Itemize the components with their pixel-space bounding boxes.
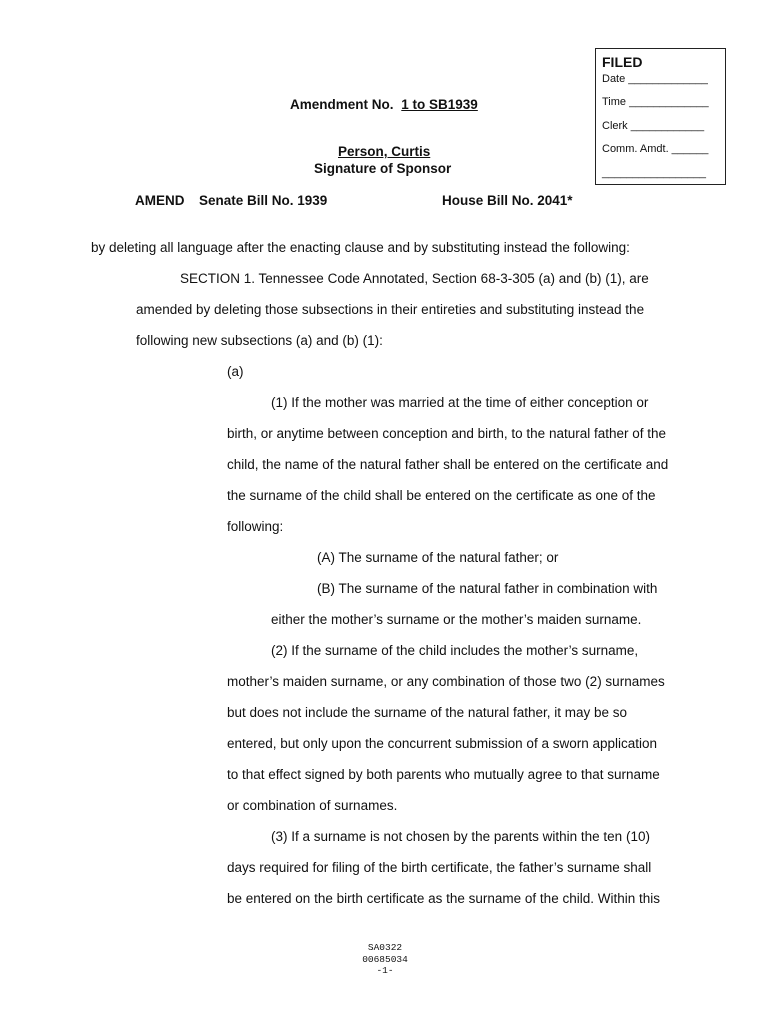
intro-line: by deleting all language after the enacting clause and by substituting instead the following: xyxy=(91,240,630,255)
body-line: mother’s maiden surname, or any combination of those two (2) surnames xyxy=(227,674,665,689)
body-line: the surname of the child shall be entered on the certificate as one of the xyxy=(227,488,656,503)
filed-comm-amdt-line: Comm. Amdt. ______ xyxy=(602,143,709,155)
paragraph-3-line: (3) If a surname is not chosen by the parents within the ten (10) xyxy=(271,829,650,844)
body-line: either the mother’s surname or the mother’s maiden surname. xyxy=(271,612,642,627)
sponsor-caption: Signature of Sponsor xyxy=(314,161,452,176)
house-bill-number: House Bill No. 2041* xyxy=(442,193,573,208)
filed-clerk-line: Clerk ____________ xyxy=(602,120,705,132)
section-1-line: SECTION 1. Tennessee Code Annotated, Section 68-3-305 (a) and (b) (1), are xyxy=(180,271,649,286)
body-line: amended by deleting those subsections in their entireties and substituting instead the xyxy=(136,302,645,317)
body-line: be entered on the birth certificate as the surname of the child. Within this xyxy=(227,891,660,906)
item-b-line: (B) The surname of the natural father in combination with xyxy=(317,581,658,596)
body-line: child, the name of the natural father shall be entered on the certificate and xyxy=(227,457,669,472)
sponsor-name: Person, Curtis xyxy=(338,144,431,159)
filed-title: FILED xyxy=(602,54,643,70)
senate-bill-number: Senate Bill No. 1939 xyxy=(199,193,328,208)
body-line: days required for filing of the birth certificate, the father’s surname shall xyxy=(227,860,652,875)
body-line: entered, but only upon the concurrent submission of a sworn application xyxy=(227,736,658,751)
amendment-number: 1 to SB1939 xyxy=(401,97,478,112)
body-line: but does not include the surname of the natural father, it may be so xyxy=(227,705,627,720)
paragraph-2-line: (2) If the surname of the child includes the mother’s surname, xyxy=(271,643,639,658)
footer-code: SA0322 xyxy=(367,942,403,953)
body-line: following: xyxy=(227,519,284,534)
body-line: to that effect signed by both parents who mutually agree to that surname xyxy=(227,767,660,782)
body-line: or combination of surnames. xyxy=(227,798,398,813)
footer-number: 00685034 xyxy=(362,953,408,965)
amend-label: AMEND xyxy=(135,193,185,208)
footer-page-number: -1- xyxy=(376,965,394,976)
filed-stamp-box xyxy=(595,48,726,185)
item-a-line: (A) The surname of the natural father; or xyxy=(317,550,559,565)
amendment-label: Amendment No. xyxy=(290,97,394,112)
body-line: following new subsections (a) and (b) (1): xyxy=(136,333,383,348)
body-line: birth, or anytime between conception and birth, to the natural father of the xyxy=(227,426,667,441)
page-footer xyxy=(335,942,435,977)
amendment-heading xyxy=(290,97,478,112)
filed-date-line: Date _____________ xyxy=(602,73,708,85)
filed-blank-line: _________________ xyxy=(602,167,707,179)
filed-time-line: Time _____________ xyxy=(602,96,709,108)
paragraph-1-line: (1) If the mother was married at the time of either conception or xyxy=(271,395,649,410)
subsection-a-label: (a) xyxy=(227,364,244,379)
